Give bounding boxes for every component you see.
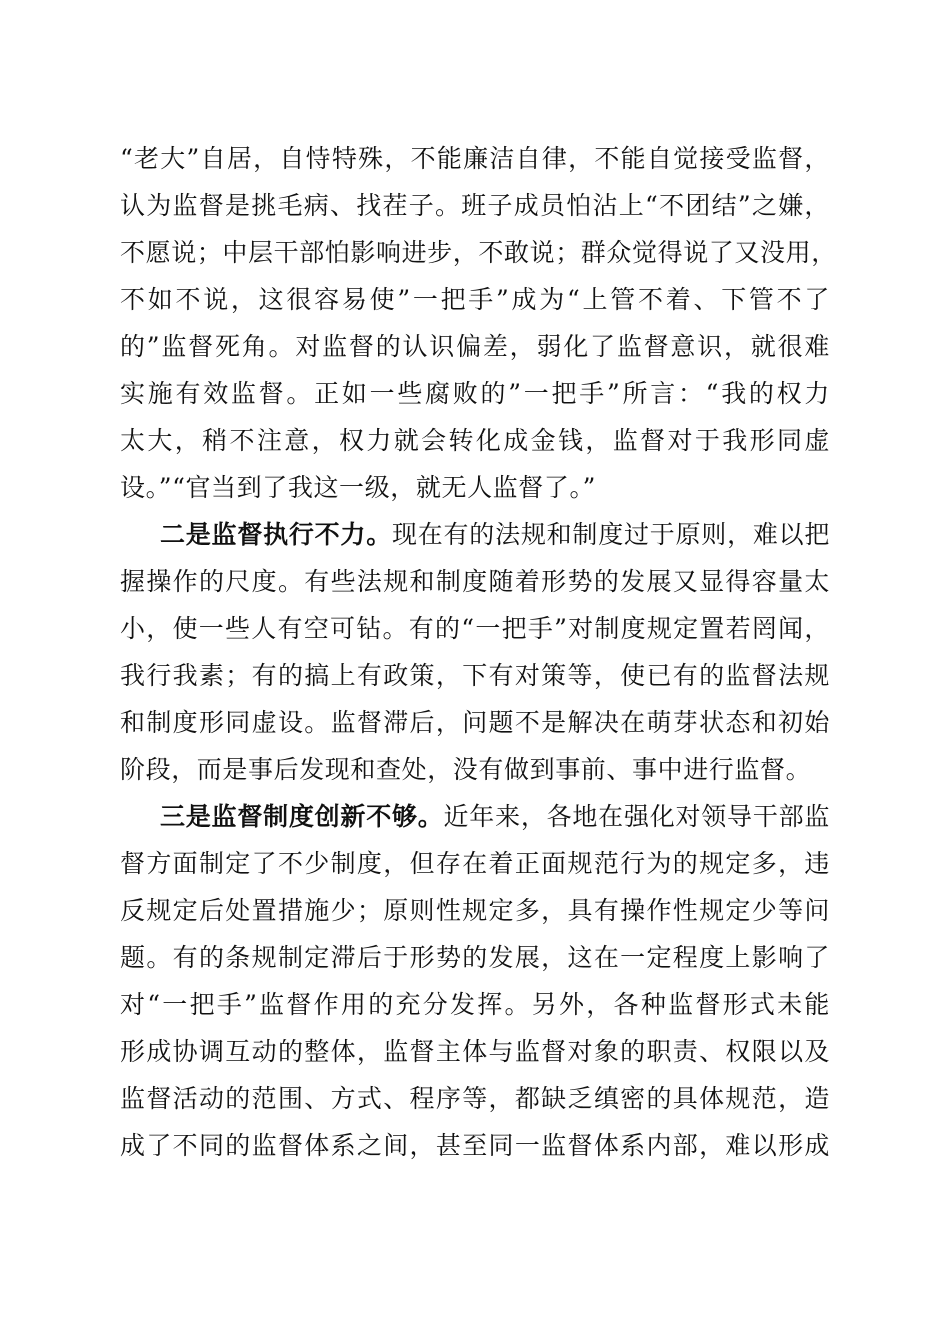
text-line: 对“一把手”监督作用的充分发挥。另外，各种监督形式未能 (120, 990, 830, 1019)
paragraph-1 (120, 135, 837, 511)
text-segment: 现在有的法规和制度过于原则，难以把 (391, 520, 830, 549)
text-line: 太大，稍不注意，权力就会转化成金钱，监督对于我形同虚 (120, 426, 830, 455)
text-line: 督方面制定了不少制度，但存在着正面规范行为的规定多，违 (120, 849, 830, 878)
text-line: “老大”自居，自恃特殊，不能廉洁自律，不能自觉接受监督， (120, 144, 830, 173)
paragraph-heading: 二是监督执行不力。 (160, 520, 392, 549)
text-line: 不愿说；中层干部怕影响进步，不敢说；群众觉得说了又没用， (120, 238, 837, 267)
text-line: 小，使一些人有空可钻。有的“一把手”对制度规定置若罔闻， (120, 614, 830, 643)
document-body (120, 135, 837, 1169)
text-line: 我行我素；有的搞上有政策，下有对策等，使已有的监督法规 (120, 661, 830, 690)
paragraph-3 (120, 793, 830, 1169)
paragraph-2 (120, 511, 830, 793)
text-line: 握操作的尺度。有些法规和制度随着形势的发展又显得容量太 (120, 567, 830, 596)
text-line: 反规定后处置措施少；原则性规定多，具有操作性规定少等问 (120, 896, 830, 925)
text-line: 和制度形同虚设。监督滞后，问题不是解决在萌芽状态和初始 (120, 708, 830, 737)
text-line: 设。”“官当到了我这一级，就无人监督了。” (120, 473, 596, 502)
text-line: 不如不说，这很容易使”一把手”成为“上管不着、下管不了 (120, 285, 830, 314)
paragraph-first-line (120, 511, 830, 558)
text-line: 监督活动的范围、方式、程序等，都缺乏缜密的具体规范，造 (120, 1084, 830, 1113)
text-line: 形成协调互动的整体，监督主体与监督对象的职责、权限以及 (120, 1037, 830, 1066)
text-line: 认为监督是挑毛病、找茬子。班子成员怕沾上“不团结”之嫌， (120, 191, 830, 220)
text-line: 阶段，而是事后发现和查处，没有做到事前、事中进行监督。 (120, 755, 812, 784)
text-line: 题。有的条规制定滞后于形势的发展，这在一定程度上影响了 (120, 943, 830, 972)
text-line: 成了不同的监督体系之间，甚至同一监督体系内部，难以形成 (120, 1131, 830, 1160)
paragraph-heading: 三是监督制度创新不够。 (160, 802, 444, 831)
text-line: 的”监督死角。对监督的认识偏差，弱化了监督意识，就很难 (120, 332, 830, 361)
text-segment: 近年来，各地在强化对领导干部监 (443, 802, 830, 831)
text-line: 实施有效监督。正如一些腐败的”一把手”所言：“我的权力 (120, 379, 830, 408)
paragraph-first-line (120, 793, 830, 840)
